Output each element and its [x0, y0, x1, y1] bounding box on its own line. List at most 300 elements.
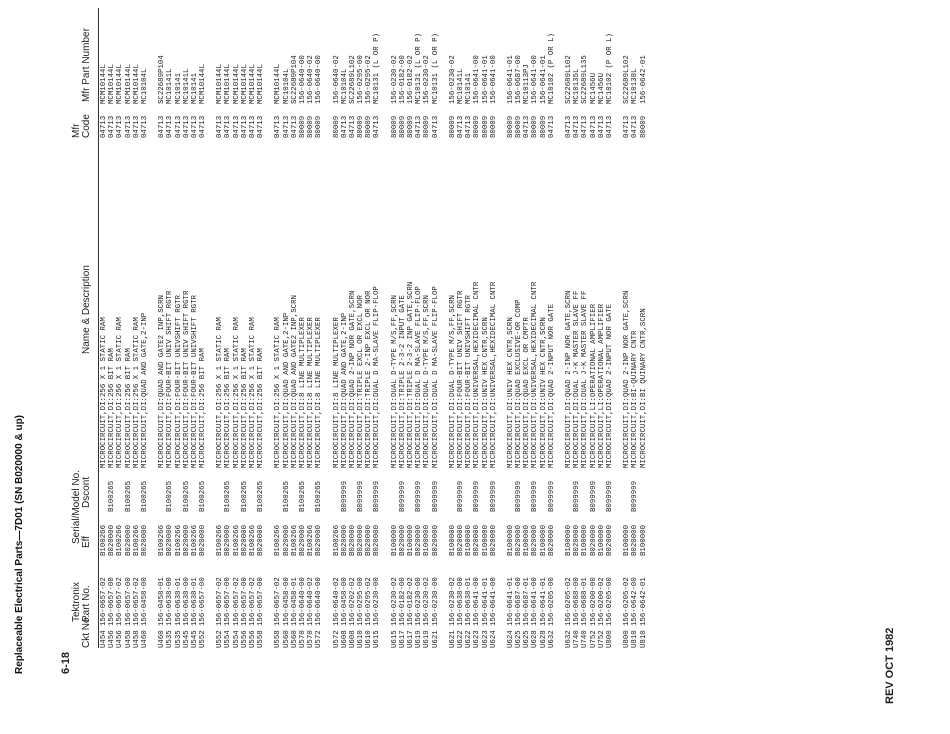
table-row: [540, 8, 548, 648]
cell-dscont: B099999: [605, 480, 614, 512]
table-row: [415, 8, 423, 648]
table-row: [133, 8, 141, 648]
cell-ckt: U625: [515, 630, 524, 648]
cell-ckt: U554: [224, 630, 233, 648]
table-row: [548, 8, 556, 648]
table-row: [407, 8, 415, 648]
cell-desc: MICROCIRCUIT,DI:FOUR-BIT UNIV SHIFT RGTR: [182, 290, 191, 468]
cell-part: 156-0641-00: [473, 577, 482, 626]
cell-mfrpart: MCM10144L: [240, 64, 249, 104]
cell-eff: B020000: [547, 524, 556, 556]
cell-mfrpart: MC10102 (P OR L): [547, 33, 556, 104]
cell-desc: MICROCIRCUIT,DI:BI-QUINARY CNTR: [631, 330, 640, 468]
cell-eff: B100266: [307, 524, 316, 556]
table-row: [573, 8, 581, 648]
cell-code: 80009: [307, 115, 316, 138]
cell-code: 04713: [108, 115, 117, 138]
cell-part: 156-0688-01: [581, 577, 590, 626]
cell-mfrpart: MC10104L: [340, 68, 349, 104]
cell-code: 80009: [473, 115, 482, 138]
cell-eff: B020000: [257, 524, 266, 556]
cell-dscont: B099999: [573, 480, 582, 512]
cell-ckt: U608: [340, 630, 349, 648]
table-row: [199, 8, 207, 648]
cell-eff: B100266: [174, 524, 183, 556]
cell-ckt: U552: [216, 630, 225, 648]
cell-part: 156-0200-00: [589, 577, 598, 626]
cell-part: 156-0205-00: [547, 577, 556, 626]
cell-code: 04713: [373, 115, 382, 138]
cell-ckt: U610: [357, 630, 366, 648]
cell-desc: MICROCIRCUIT,DI:UNIV HEX CNTR,SCRN: [506, 317, 515, 468]
cell-desc: MICROCIRCUIT,DI:256 X 1 STATIC RAM: [116, 317, 125, 468]
table-row: [257, 8, 265, 648]
cell-desc: MICROCIRCUIT,DI:256 BIT RAM: [108, 348, 117, 468]
cell-eff: B020000: [166, 524, 175, 556]
cell-ckt: U552: [199, 630, 208, 648]
cell-part: 156-0642-00: [631, 577, 640, 626]
cell-ckt: U610: [365, 630, 374, 648]
cell-mfrpart: MCM10144L: [199, 64, 208, 104]
cell-code: 80009: [365, 115, 374, 138]
cell-mfrpart: SC22689L102: [565, 55, 573, 104]
cell-eff: B020000: [515, 524, 524, 556]
cell-part: 156-0230-00: [431, 577, 440, 626]
col-serial-model: Serial/Model No.: [71, 470, 82, 544]
cell-code: 80009: [423, 115, 432, 138]
cell-code: 04713: [623, 115, 632, 138]
cell-mfrpart: MCM10144L: [232, 64, 241, 104]
cell-code: 04713: [456, 115, 465, 138]
row-group: [507, 8, 556, 648]
cell-mfrpart: 156-0640-00: [315, 55, 324, 104]
cell-ckt: U628: [539, 630, 548, 648]
cell-part: 156-0638-00: [456, 577, 465, 626]
cell-desc: MICROCIRCUIT,DI:UNIV HEX CNTR,SCRN: [539, 317, 548, 468]
table-row: [299, 8, 307, 648]
cell-code: 04713: [547, 115, 556, 138]
cell-eff: B100000: [465, 524, 474, 556]
table-row: [183, 8, 191, 648]
cell-code: 04713: [232, 115, 241, 138]
table-row: [623, 8, 631, 648]
cell-code: 04713: [182, 115, 191, 138]
cell-desc: MICROCIRCUIT,DI:DUAL D-TYPE M/S,FF,SCRN: [423, 295, 432, 468]
cell-code: 04713: [290, 115, 299, 138]
cell-mfrpart: MC10141: [465, 72, 474, 104]
cell-mfrpart: MC10135L: [573, 68, 582, 104]
table-row: [116, 8, 124, 648]
cell-code: 80009: [539, 115, 548, 138]
cell-eff: B100000: [565, 524, 573, 556]
cell-mfrpart: SC22689P104: [158, 55, 167, 104]
table-row: [531, 8, 539, 648]
cell-dscont: B100265: [298, 480, 307, 512]
cell-part: 156-0458-00: [340, 577, 349, 626]
cell-code: 80009: [357, 115, 366, 138]
cell-eff: B100000: [639, 524, 648, 556]
cell-desc: MICROCIRCUIT,DI:8 LINE MULTIPLEXER: [315, 317, 324, 468]
cell-ckt: U752: [597, 630, 606, 648]
page-title: Replaceable Electrical Parts—7D01 (SN B020000 & up): [14, 414, 25, 674]
cell-eff: B020000: [124, 524, 133, 556]
cell-eff: B100000: [423, 524, 432, 556]
cell-ckt: U572: [332, 630, 341, 648]
cell-eff: B020000: [373, 524, 382, 556]
cell-part: 156-0640-00: [315, 577, 324, 626]
cell-dscont: B099999: [398, 480, 407, 512]
cell-mfrpart: MC10141L: [456, 68, 465, 104]
cell-mfrpart: 156-0230-02: [448, 55, 457, 104]
cell-part: 156-0641-01: [506, 577, 515, 626]
table-row: [432, 8, 440, 648]
cell-part: 156-0182-02: [407, 577, 415, 626]
cell-mfrpart: MCM10144L: [224, 64, 233, 104]
cell-ckt: U622: [465, 630, 474, 648]
cell-desc: MICROCIRCUIT,DI:QUAD 2-INP NOR GATE,SCRN: [565, 290, 573, 468]
cell-code: 04713: [158, 115, 167, 138]
cell-ckt: U623: [473, 630, 482, 648]
cell-part: 156-0638-00: [166, 577, 175, 626]
cell-desc: MICROCIRCUIT,DI:UNIVERSAL,HEXIDECIMAL CNTR: [489, 281, 498, 468]
cell-ckt: U810: [631, 630, 640, 648]
cell-mfrpart: MCM10144L: [100, 64, 108, 104]
cell-code: 04713: [348, 115, 357, 138]
table-row: [640, 8, 648, 648]
cell-part: 156-0640-02: [332, 577, 341, 626]
table-row: [606, 8, 614, 648]
cell-dscont: B099999: [373, 480, 382, 512]
cell-ckt: U535: [166, 630, 175, 648]
table-row: [191, 8, 199, 648]
cell-part: 156-0230-00: [415, 577, 424, 626]
cell-dscont: B099999: [357, 480, 366, 512]
table-row: [523, 8, 531, 648]
cell-ckt: U456: [116, 630, 125, 648]
cell-ckt: U458: [132, 630, 141, 648]
cell-part: 156-0638-01: [190, 577, 199, 626]
cell-mfrpart: SC22689P104: [290, 55, 299, 104]
cell-eff: B100266: [290, 524, 299, 556]
table-row: [565, 8, 573, 648]
cell-dscont: B100265: [240, 480, 249, 512]
cell-mfrpart: MCM10144L: [216, 64, 225, 104]
cell-eff: B100266: [190, 524, 199, 556]
cell-mfrpart: MCM10144L: [249, 64, 257, 104]
cell-desc: MICROCIRCUIT,DI:256 BIT RAM: [257, 348, 266, 468]
col-code: Code: [81, 114, 92, 138]
cell-ckt: U570: [307, 630, 316, 648]
cell-desc: MICROCIRCUIT,DI:UNIVERSAL,HEXIDECIMAL CNTR: [473, 281, 482, 468]
cell-ckt: U560: [282, 630, 291, 648]
cell-eff: B100266: [216, 524, 225, 556]
cell-mfrpart: MC1456U: [589, 72, 598, 104]
cell-desc: MICROCIRCUIT,DI:UNIVERSAL,HEXIDECIMAL CNTR: [531, 281, 540, 468]
cell-part: 156-0641-01: [481, 577, 490, 626]
cell-desc: MICROCIRCUIT,DI:DUAL D MA-SLAVE FLIP-FLOP: [373, 286, 382, 468]
table-row: [391, 8, 399, 648]
cell-part: 156-0200-02: [597, 577, 606, 626]
cell-mfrpart: 156-0641-00: [489, 55, 498, 104]
cell-desc: MICROCIRCUIT,DI:256 X 1 STATIC RAM: [249, 317, 257, 468]
cell-eff: B020000: [531, 524, 540, 556]
cell-eff: B020000: [631, 524, 640, 556]
cell-desc: MICROCIRCUIT,DI:BI QUINARY CNTR,SCRN: [639, 308, 648, 468]
cell-ckt: U556: [240, 630, 249, 648]
cell-ckt: U752: [589, 630, 598, 648]
cell-mfrpart: 156-0687-00: [515, 55, 524, 104]
cell-ckt: U617: [407, 630, 415, 648]
table-row: [373, 8, 381, 648]
cell-desc: MICROCIRCUIT,DI:TRIPLE 2-3-2 INP GATE,SCRN: [407, 281, 415, 468]
cell-part: 156-0295-02: [365, 577, 374, 626]
cell-part: 156-0641-00: [489, 577, 498, 626]
row-group: [274, 8, 323, 648]
cell-eff: B100000: [539, 524, 548, 556]
col-ckt-no: Ckt No.: [81, 614, 92, 648]
cell-code: 80009: [332, 115, 341, 138]
cell-eff: B020000: [340, 524, 349, 556]
cell-mfrpart: 156-0641-01: [539, 55, 548, 104]
cell-mfrpart: MCM10144L: [108, 64, 117, 104]
cell-ckt: U460: [158, 630, 167, 648]
cell-dscont: B099999: [631, 480, 640, 512]
cell-mfrpart: MC10104L: [282, 68, 291, 104]
cell-desc: MICROCIRCUIT,DI:QUAD AND GATE2 INP,SCRN: [290, 295, 299, 468]
cell-ckt: U621: [448, 630, 457, 648]
cell-mfrpart: SC22689L102: [623, 55, 632, 104]
cell-eff: B020000: [315, 524, 324, 556]
cell-mfrpart: 156-0295-00: [357, 55, 366, 104]
cell-mfrpart: MC10141L: [166, 68, 175, 104]
cell-desc: MICROCIRCUIT,DI:QUAD 2-INPUT NOR GATE: [605, 303, 614, 468]
row-group: [565, 8, 614, 648]
cell-part: 156-0230-02: [423, 577, 432, 626]
table-row: [490, 8, 498, 648]
cell-part: 156-0657-00: [257, 577, 266, 626]
cell-code: 80009: [398, 115, 407, 138]
cell-code: 04713: [589, 115, 598, 138]
cell-desc: MICROCIRCUIT,DI:DUAL D MA-SLAVE FLIP-FLOP: [431, 286, 440, 468]
cell-eff: B020000: [298, 524, 307, 556]
cell-ckt: U560: [290, 630, 299, 648]
cell-part: 156-0230-00: [373, 577, 382, 626]
cell-desc: MICROCIRCUIT,DI:DUAL D MA-SLAVE FLIP-FLOP: [415, 286, 424, 468]
cell-ckt: U454: [100, 630, 108, 648]
table-row: [125, 8, 133, 648]
cell-mfrpart: 156-0182-00: [398, 55, 407, 104]
cell-mfrpart: MC10131 (L OR P): [373, 33, 382, 104]
cell-desc: MICROCIRCUIT,DI:256 BIT RAM: [224, 348, 233, 468]
cell-mfrpart: MC10138L: [631, 68, 640, 104]
cell-ckt: U456: [108, 630, 117, 648]
cell-ckt: U545: [190, 630, 199, 648]
cell-ckt: U617: [398, 630, 407, 648]
cell-desc: MICROCIRCUIT,DI:8 LINE MULTIPLEXER: [332, 317, 341, 468]
header-rule: [98, 8, 99, 648]
cell-mfrpart: MC10131 (L OR P): [415, 33, 424, 104]
parts-table: [100, 8, 657, 648]
cell-ckt: U632: [565, 630, 573, 648]
cell-part: 156-0657-00: [108, 577, 117, 626]
cell-dscont: B100265: [140, 480, 149, 512]
cell-ckt: U458: [124, 630, 133, 648]
cell-part: 156-0641-01: [539, 577, 548, 626]
cell-code: 04713: [631, 115, 640, 138]
cell-desc: MICROCIRCUIT,DI:UNIV HEX CNTR,SCRN: [481, 317, 490, 468]
cell-eff: B100266: [332, 524, 341, 556]
table-row: [233, 8, 241, 648]
cell-ckt: U800: [623, 630, 632, 648]
cell-part: 156-0230-02: [448, 577, 457, 626]
cell-desc: MICROCIRCUIT,DI:256 BIT RAM: [199, 348, 208, 468]
cell-eff: B100266: [232, 524, 241, 556]
col-eff: Eff: [81, 535, 92, 548]
cell-eff: B020000: [589, 524, 598, 556]
cell-eff: B020000: [605, 524, 614, 556]
cell-eff: B100266: [100, 524, 108, 556]
cell-dscont: B099999: [489, 480, 498, 512]
cell-mfrpart: MC1456U: [597, 72, 606, 104]
cell-code: 04713: [257, 115, 266, 138]
cell-mfrpart: 156-0641-00: [473, 55, 482, 104]
col-part-no: Part No.: [81, 585, 92, 622]
cell-desc: MICROCIRCUIT,DI:QUAD AND GATE2 INP,SCRN: [158, 295, 167, 468]
cell-ckt: U558: [274, 630, 283, 648]
table-row: [590, 8, 598, 648]
cell-dscont: B100265: [182, 480, 191, 512]
cell-ckt: U572: [315, 630, 324, 648]
col-dscont: Dscont: [81, 476, 92, 508]
cell-dscont: B100265: [124, 480, 133, 512]
cell-code: 04713: [199, 115, 208, 138]
cell-desc: MICROCIRCUIT,DI:8 LINE MULTIPLEXER: [298, 317, 307, 468]
cell-ckt: U740: [581, 630, 590, 648]
cell-ckt: U624: [506, 630, 515, 648]
cell-code: 04713: [240, 115, 249, 138]
table-row: [365, 8, 373, 648]
cell-part: 156-0687-01: [523, 577, 532, 626]
cell-mfrpart: MC10141: [174, 72, 183, 104]
cell-eff: B020000: [282, 524, 291, 556]
cell-code: 04713: [465, 115, 474, 138]
cell-code: 80009: [489, 115, 498, 138]
cell-part: 156-0687-00: [515, 577, 524, 626]
cell-eff: B100000: [407, 524, 415, 556]
cell-mfrpart: 156-0230-02: [390, 55, 399, 104]
cell-eff: B020000: [224, 524, 233, 556]
cell-desc: MICROCIRCUIT,DI:QUAD AND GATE,2-INP: [282, 312, 291, 468]
cell-part: 156-0458-00: [140, 577, 149, 626]
table-row: [249, 8, 257, 648]
cell-part: 156-0657-02: [100, 577, 108, 626]
table-row: [333, 8, 341, 648]
page-number: 6-18: [60, 651, 72, 674]
cell-dscont: B099999: [473, 480, 482, 512]
cell-code: 04713: [100, 115, 108, 138]
cell-part: 156-0295-00: [357, 577, 366, 626]
cell-dscont: B099999: [340, 480, 349, 512]
cell-eff: B020000: [240, 524, 249, 556]
cell-eff: B020000: [199, 524, 208, 556]
cell-dscont: B100265: [108, 480, 117, 512]
cell-code: 80009: [298, 115, 307, 138]
cell-part: 156-0641-00: [531, 577, 540, 626]
cell-ckt: U554: [232, 630, 241, 648]
cell-ckt: U623: [481, 630, 490, 648]
cell-ckt: U740: [573, 630, 582, 648]
table-row: [449, 8, 457, 648]
cell-desc: MICROCIRCUIT,DI:QUAD EXCL OR CMPTR: [523, 317, 532, 468]
cell-part: 156-0230-02: [390, 577, 399, 626]
cell-desc: MICROCIRCUIT,DI:DUAL D-TYPE M/S,FF,SCRN: [448, 295, 457, 468]
cell-part: 156-0642-01: [639, 577, 648, 626]
cell-desc: MICROCIRCUIT,DI:256 BIT RAM: [240, 348, 249, 468]
cell-mfrpart: 156-0642-01: [639, 55, 648, 104]
cell-dscont: B100265: [166, 480, 175, 512]
table-row: [283, 8, 291, 648]
cell-code: 04713: [565, 115, 573, 138]
cell-desc: MICROCIRCUIT,DI:QUAD 2-INP NOR GATE,SCRN: [623, 290, 632, 468]
cell-eff: B020000: [398, 524, 407, 556]
cell-eff: B100266: [249, 524, 257, 556]
cell-ckt: U619: [423, 630, 432, 648]
cell-desc: MICROCIRCUIT,DI:FOUR-BIT UNIVSHIFT RGTR: [190, 295, 199, 468]
row-group: [333, 8, 382, 648]
cell-desc: MICROCIRCUIT,DI:QUAD 2-INPUT NOR GATE: [547, 303, 556, 468]
cell-code: 04713: [124, 115, 133, 138]
cell-desc: MICROCIRCUIT,DI:FOUR-BIT UNIVSHIFT RGTR: [465, 295, 474, 468]
cell-desc: MICROCIRCUIT,DI:FOUR-BIT UNIV SHIFT RGTR: [456, 290, 465, 468]
cell-ckt: U608: [348, 630, 357, 648]
cell-code: 04713: [282, 115, 291, 138]
table-row: [473, 8, 481, 648]
cell-dscont: B099999: [515, 480, 524, 512]
cell-eff: B100000: [506, 524, 515, 556]
cell-mfrpart: SC22689L135: [581, 55, 590, 104]
cell-eff: B020000: [140, 524, 149, 556]
cell-ckt: U570: [298, 630, 307, 648]
table-row: [465, 8, 473, 648]
col-tektronix: Tektronix: [71, 581, 82, 622]
table-row: [216, 8, 224, 648]
cell-ckt: U535: [174, 630, 183, 648]
cell-dscont: B100265: [224, 480, 233, 512]
table-row: [349, 8, 357, 648]
cell-eff: B100266: [158, 524, 167, 556]
cell-code: 04713: [274, 115, 283, 138]
table-row: [158, 8, 166, 648]
cell-ckt: U556: [249, 630, 257, 648]
cell-ckt: U800: [605, 630, 614, 648]
table-row: [507, 8, 515, 648]
cell-eff: B020000: [348, 524, 357, 556]
cell-code: 04713: [116, 115, 125, 138]
cell-dscont: B100265: [199, 480, 208, 512]
cell-code: 80009: [407, 115, 415, 138]
cell-part: 156-0205-02: [565, 577, 573, 626]
cell-dscont: B099999: [415, 480, 424, 512]
cell-part: 156-0657-00: [124, 577, 133, 626]
cell-mfrpart: MCM10144L: [116, 64, 125, 104]
cell-mfrpart: MC10104L: [140, 68, 149, 104]
cell-mfrpart: 156-0641-01: [506, 55, 515, 104]
cell-part: 156-0205-00: [605, 577, 614, 626]
cell-dscont: B099999: [456, 480, 465, 512]
cell-mfrpart: MC10113PJ: [523, 64, 532, 104]
cell-code: 80009: [390, 115, 399, 138]
cell-part: 156-0657-02: [232, 577, 241, 626]
